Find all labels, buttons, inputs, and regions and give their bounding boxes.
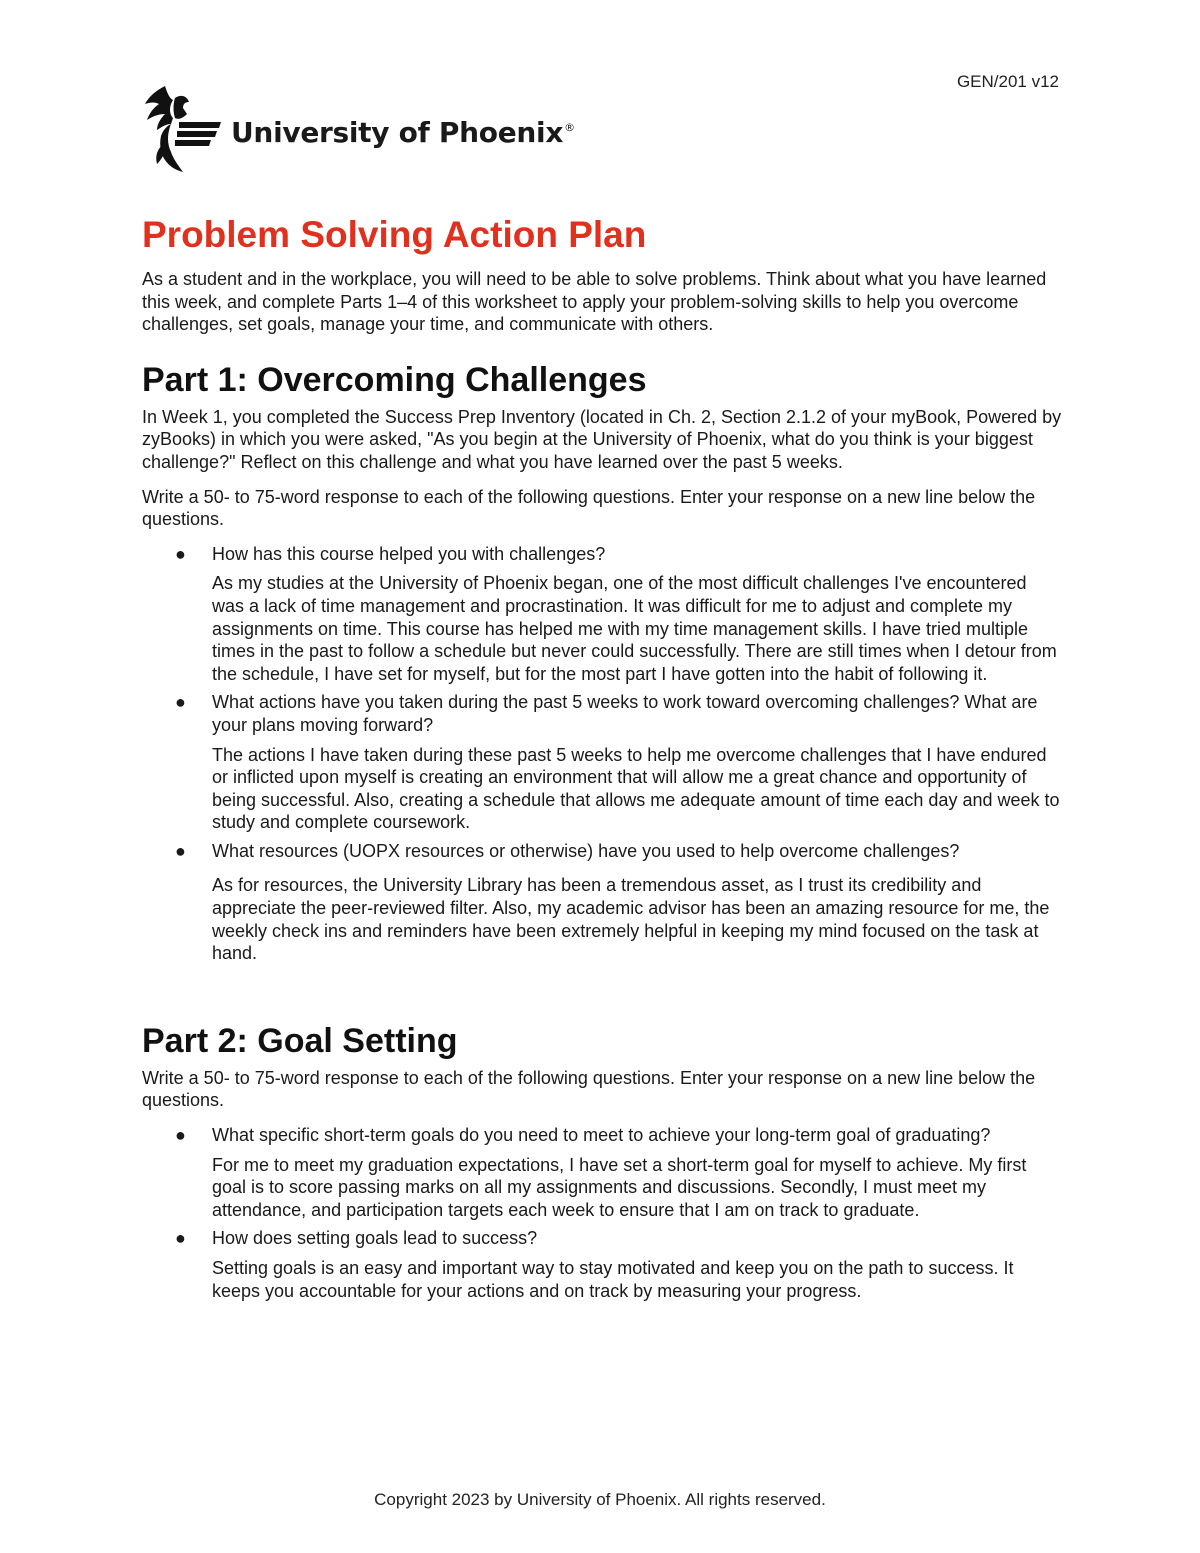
course-code: GEN/201 v12	[956, 72, 1059, 91]
phoenix-icon	[143, 84, 223, 176]
part2-instructions: Write a 50- to 75-word response to each of the following questions. Enter your response on a new line below the questions.	[142, 1067, 1036, 1111]
list-item	[142, 840, 1062, 965]
part2-question-list	[142, 1124, 1062, 1302]
part1-question-list	[142, 543, 1062, 965]
part2-heading: Part 2: Goal Setting	[142, 1021, 458, 1060]
bullet-icon: ●	[175, 1228, 186, 1249]
question: What resources (UOPX resources or otherwise) have you used to help overcome challenges?	[212, 840, 960, 861]
question: What specific short-term goals do you need to meet to achieve your long-term goal of graduating?	[212, 1125, 991, 1146]
question: What actions have you taken during the past 5 weeks to work toward overcoming challenges? What are your plans moving forward?	[212, 692, 1038, 735]
list-item	[142, 1227, 1062, 1302]
list-item	[142, 691, 1062, 834]
copyright-footer: Copyright 2023 by University of Phoenix. All rights reserved.	[374, 1490, 826, 1509]
page-title: Problem Solving Action Plan	[142, 214, 647, 255]
part1-heading: Part 1: Overcoming Challenges	[142, 360, 647, 399]
logo-wordmark: University of Phoenix®	[231, 115, 575, 149]
bullet-icon: ●	[175, 692, 186, 713]
answer: As for resources, the University Library has been a tremendous asset, as I trust its credibility and appreciate the peer-reviewed filter. Also, my academic advisor has been an amazing resource for me, the weekly check ins and reminders have been extremely helpful in keeping my mind focused on the task at hand.	[212, 875, 1050, 964]
university-logo	[143, 84, 575, 176]
answer: The actions I have taken during these past 5 weeks to help me overcome challenges that I have endured or inflicted upon myself is creating an environment that will allow me a great chance and opportunity of being successful. Also, creating a schedule that allows me adequate amount of time each day and week to study and complete coursework.	[212, 744, 1060, 833]
bullet-icon: ●	[175, 1125, 186, 1146]
bullet-icon: ●	[175, 543, 186, 564]
document-body	[142, 210, 1062, 1308]
part1-paragraph: In Week 1, you completed the Success Prep Inventory (located in Ch. 2, Section 2.1.2 of your myBook, Powered by zyBooks) in which you were asked, "As you begin at the University of Phoenix, what do you think is your biggest challenge?" Reflect on this challenge and what you have learned over the past 5 weeks.	[142, 406, 1062, 472]
list-item	[142, 543, 1062, 686]
answer: As my studies at the University of Phoenix began, one of the most difficult challenges I've encountered was a lack of time management and procrastination. It was difficult for me to adjust and complete my assignments on time. This course has helped me with my time management skills. I have tried multiple times in the past to follow a schedule but never could successfully. There are still times when I detour from the schedule, I have set for myself, but for the most part I have gotten into the habit of following it.	[212, 573, 1057, 684]
question: How does setting goals lead to success?	[212, 1228, 538, 1249]
bullet-icon: ●	[175, 840, 186, 861]
answer: For me to meet my graduation expectations, I have set a short-term goal for myself to achieve. My first goal is to score passing marks on all my assignments and discussions. Secondly, I must meet my attendance, and participation targets each week to ensure that I am on track to graduate.	[212, 1154, 1027, 1220]
intro-paragraph: As a student and in the workplace, you will need to be able to solve problems. Think about what you have learned this week, and complete Parts 1–4 of this worksheet to apply your problem-solving skills to help you overcome challenges, set goals, manage your time, and communicate with others.	[142, 269, 1047, 335]
question: How has this course helped you with challenges?	[212, 543, 606, 564]
list-item	[142, 1124, 1062, 1221]
answer: Setting goals is an easy and important way to stay motivated and keep you on the path to success. It keeps you accountable for your actions and on track by measuring your progress.	[212, 1258, 1014, 1301]
part1-instructions: Write a 50- to 75-word response to each of the following questions. Enter your response on a new line below the questions.	[142, 486, 1036, 530]
